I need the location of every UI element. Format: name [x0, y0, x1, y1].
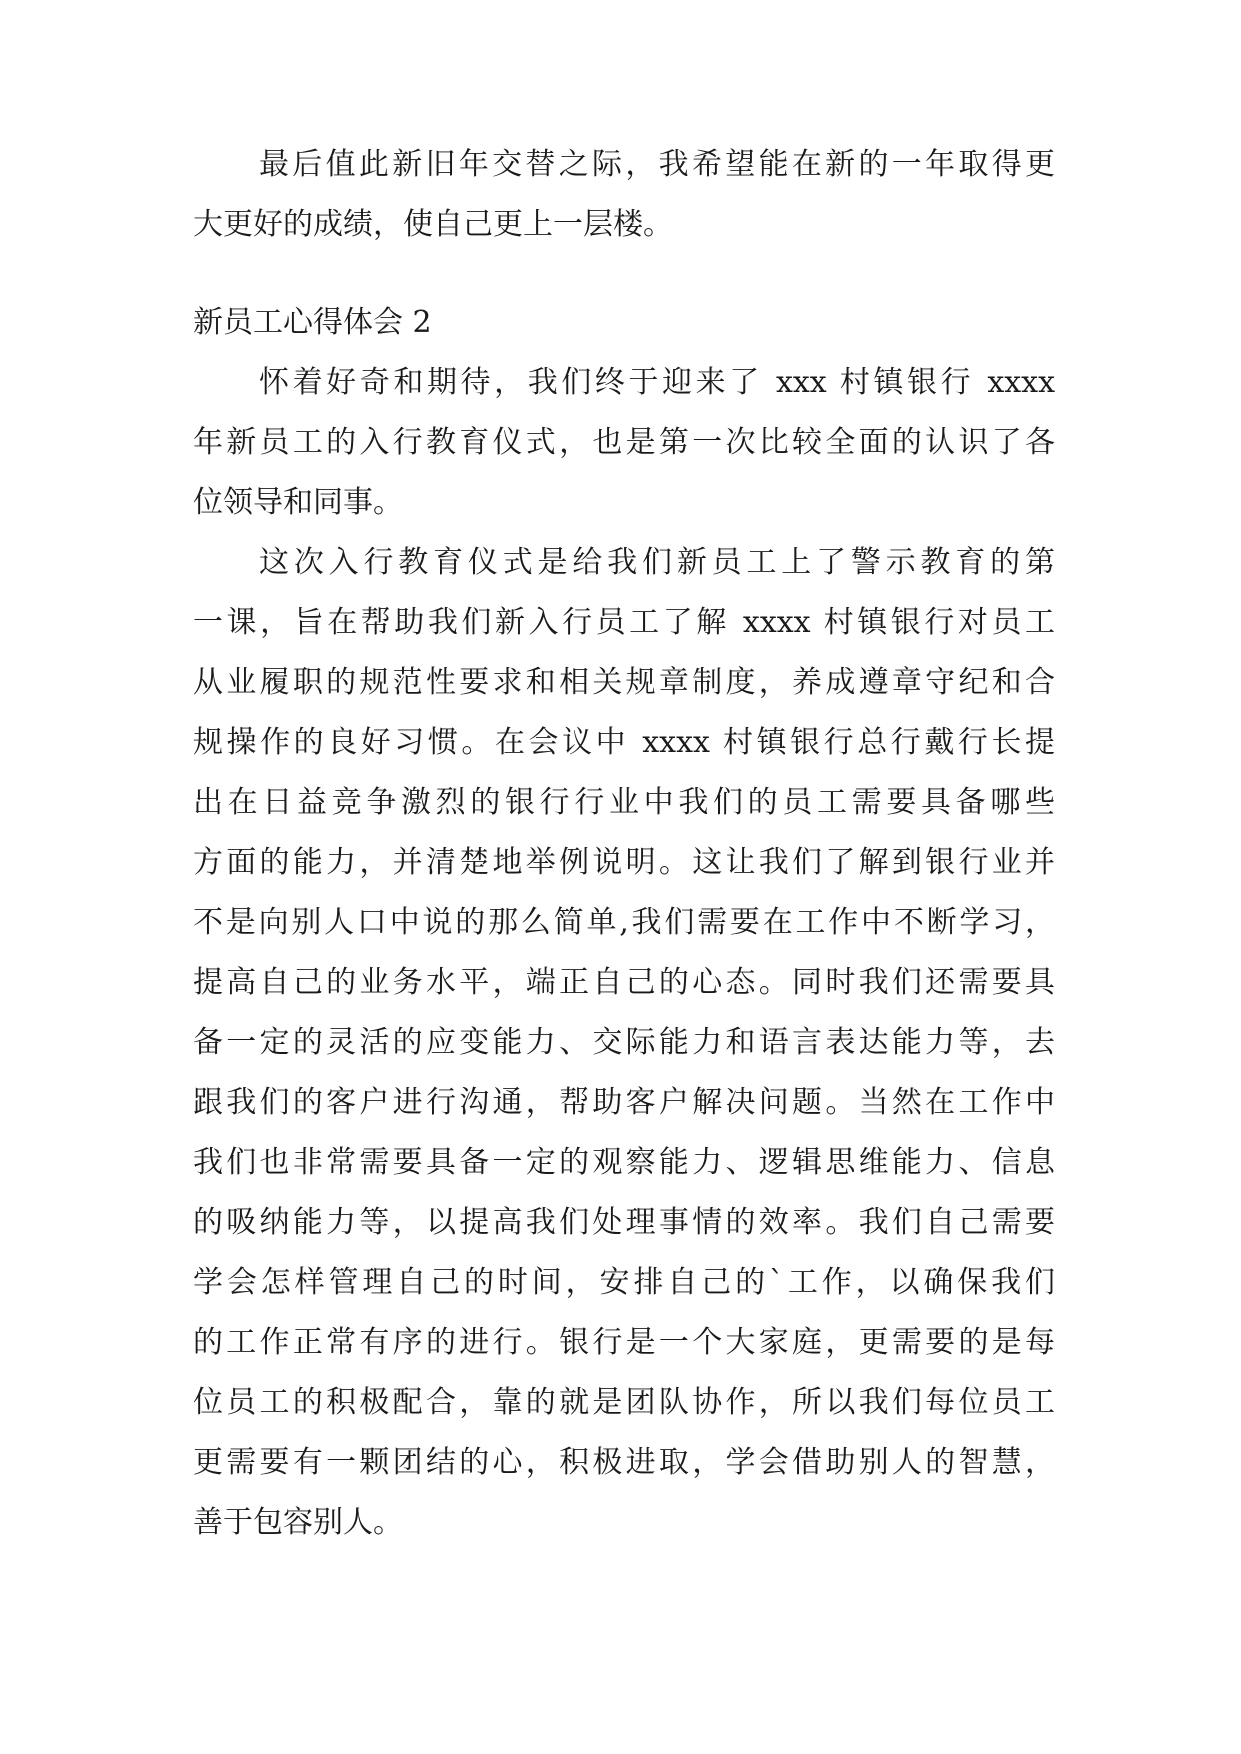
paragraph-line: 怀着好奇和期待，我们终于迎来了 xxx 村镇银行 xxxx [259, 365, 1055, 400]
paragraph-line: 这次入行教育仪式是给我们新员工上了警示教育的第 [259, 545, 1055, 580]
paragraph-line: 我们也非常需要具备一定的观察能力、逻辑思维能力、信息 [193, 1145, 1055, 1180]
section-heading: 新员工心得体会 2 [193, 305, 432, 340]
paragraph-line: 规操作的良好习惯。在会议中 xxxx 村镇银行总行戴行长提 [193, 725, 1055, 760]
paragraph-line: 善于包容别人。 [193, 1505, 403, 1540]
paragraph-line: 从业履职的规范性要求和相关规章制度，养成遵章守纪和合 [193, 665, 1055, 700]
paragraph-line: 跟我们的客户进行沟通，帮助客户解决问题。当然在工作中 [193, 1085, 1055, 1120]
paragraph-line: 位员工的积极配合，靠的就是团队协作，所以我们每位员工 [193, 1385, 1055, 1420]
paragraph-line: 的工作正常有序的进行。银行是一个大家庭，更需要的是每 [193, 1325, 1055, 1360]
paragraph-line: 学会怎样管理自己的时间，安排自己的`工作，以确保我们 [193, 1265, 1055, 1300]
paragraph-line: 提高自己的业务水平，端正自己的心态。同时我们还需要具 [193, 965, 1055, 1000]
paragraph-line: 大更好的成绩，使自己更上一层楼。 [193, 207, 673, 242]
paragraph-line: 不是向别人口中说的那么简单,我们需要在工作中不断学习， [193, 905, 1055, 940]
paragraph-line: 方面的能力，并清楚地举例说明。这让我们了解到银行业并 [193, 845, 1055, 880]
paragraph-line: 备一定的灵活的应变能力、交际能力和语言表达能力等，去 [193, 1025, 1055, 1060]
paragraph-line: 位领导和同事。 [193, 485, 403, 520]
paragraph-line: 一课，旨在帮助我们新入行员工了解 xxxx 村镇银行对员工 [193, 605, 1055, 640]
paragraph-line: 年新员工的入行教育仪式，也是第一次比较全面的认识了各 [193, 425, 1055, 460]
paragraph-line: 的吸纳能力等，以提高我们处理事情的效率。我们自己需要 [193, 1205, 1055, 1240]
paragraph-line: 出在日益竞争激烈的银行行业中我们的员工需要具备哪些 [193, 785, 1055, 820]
paragraph-line: 最后值此新旧年交替之际，我希望能在新的一年取得更 [259, 147, 1055, 182]
paragraph-line: 更需要有一颗团结的心，积极进取，学会借助别人的智慧， [193, 1445, 1055, 1480]
